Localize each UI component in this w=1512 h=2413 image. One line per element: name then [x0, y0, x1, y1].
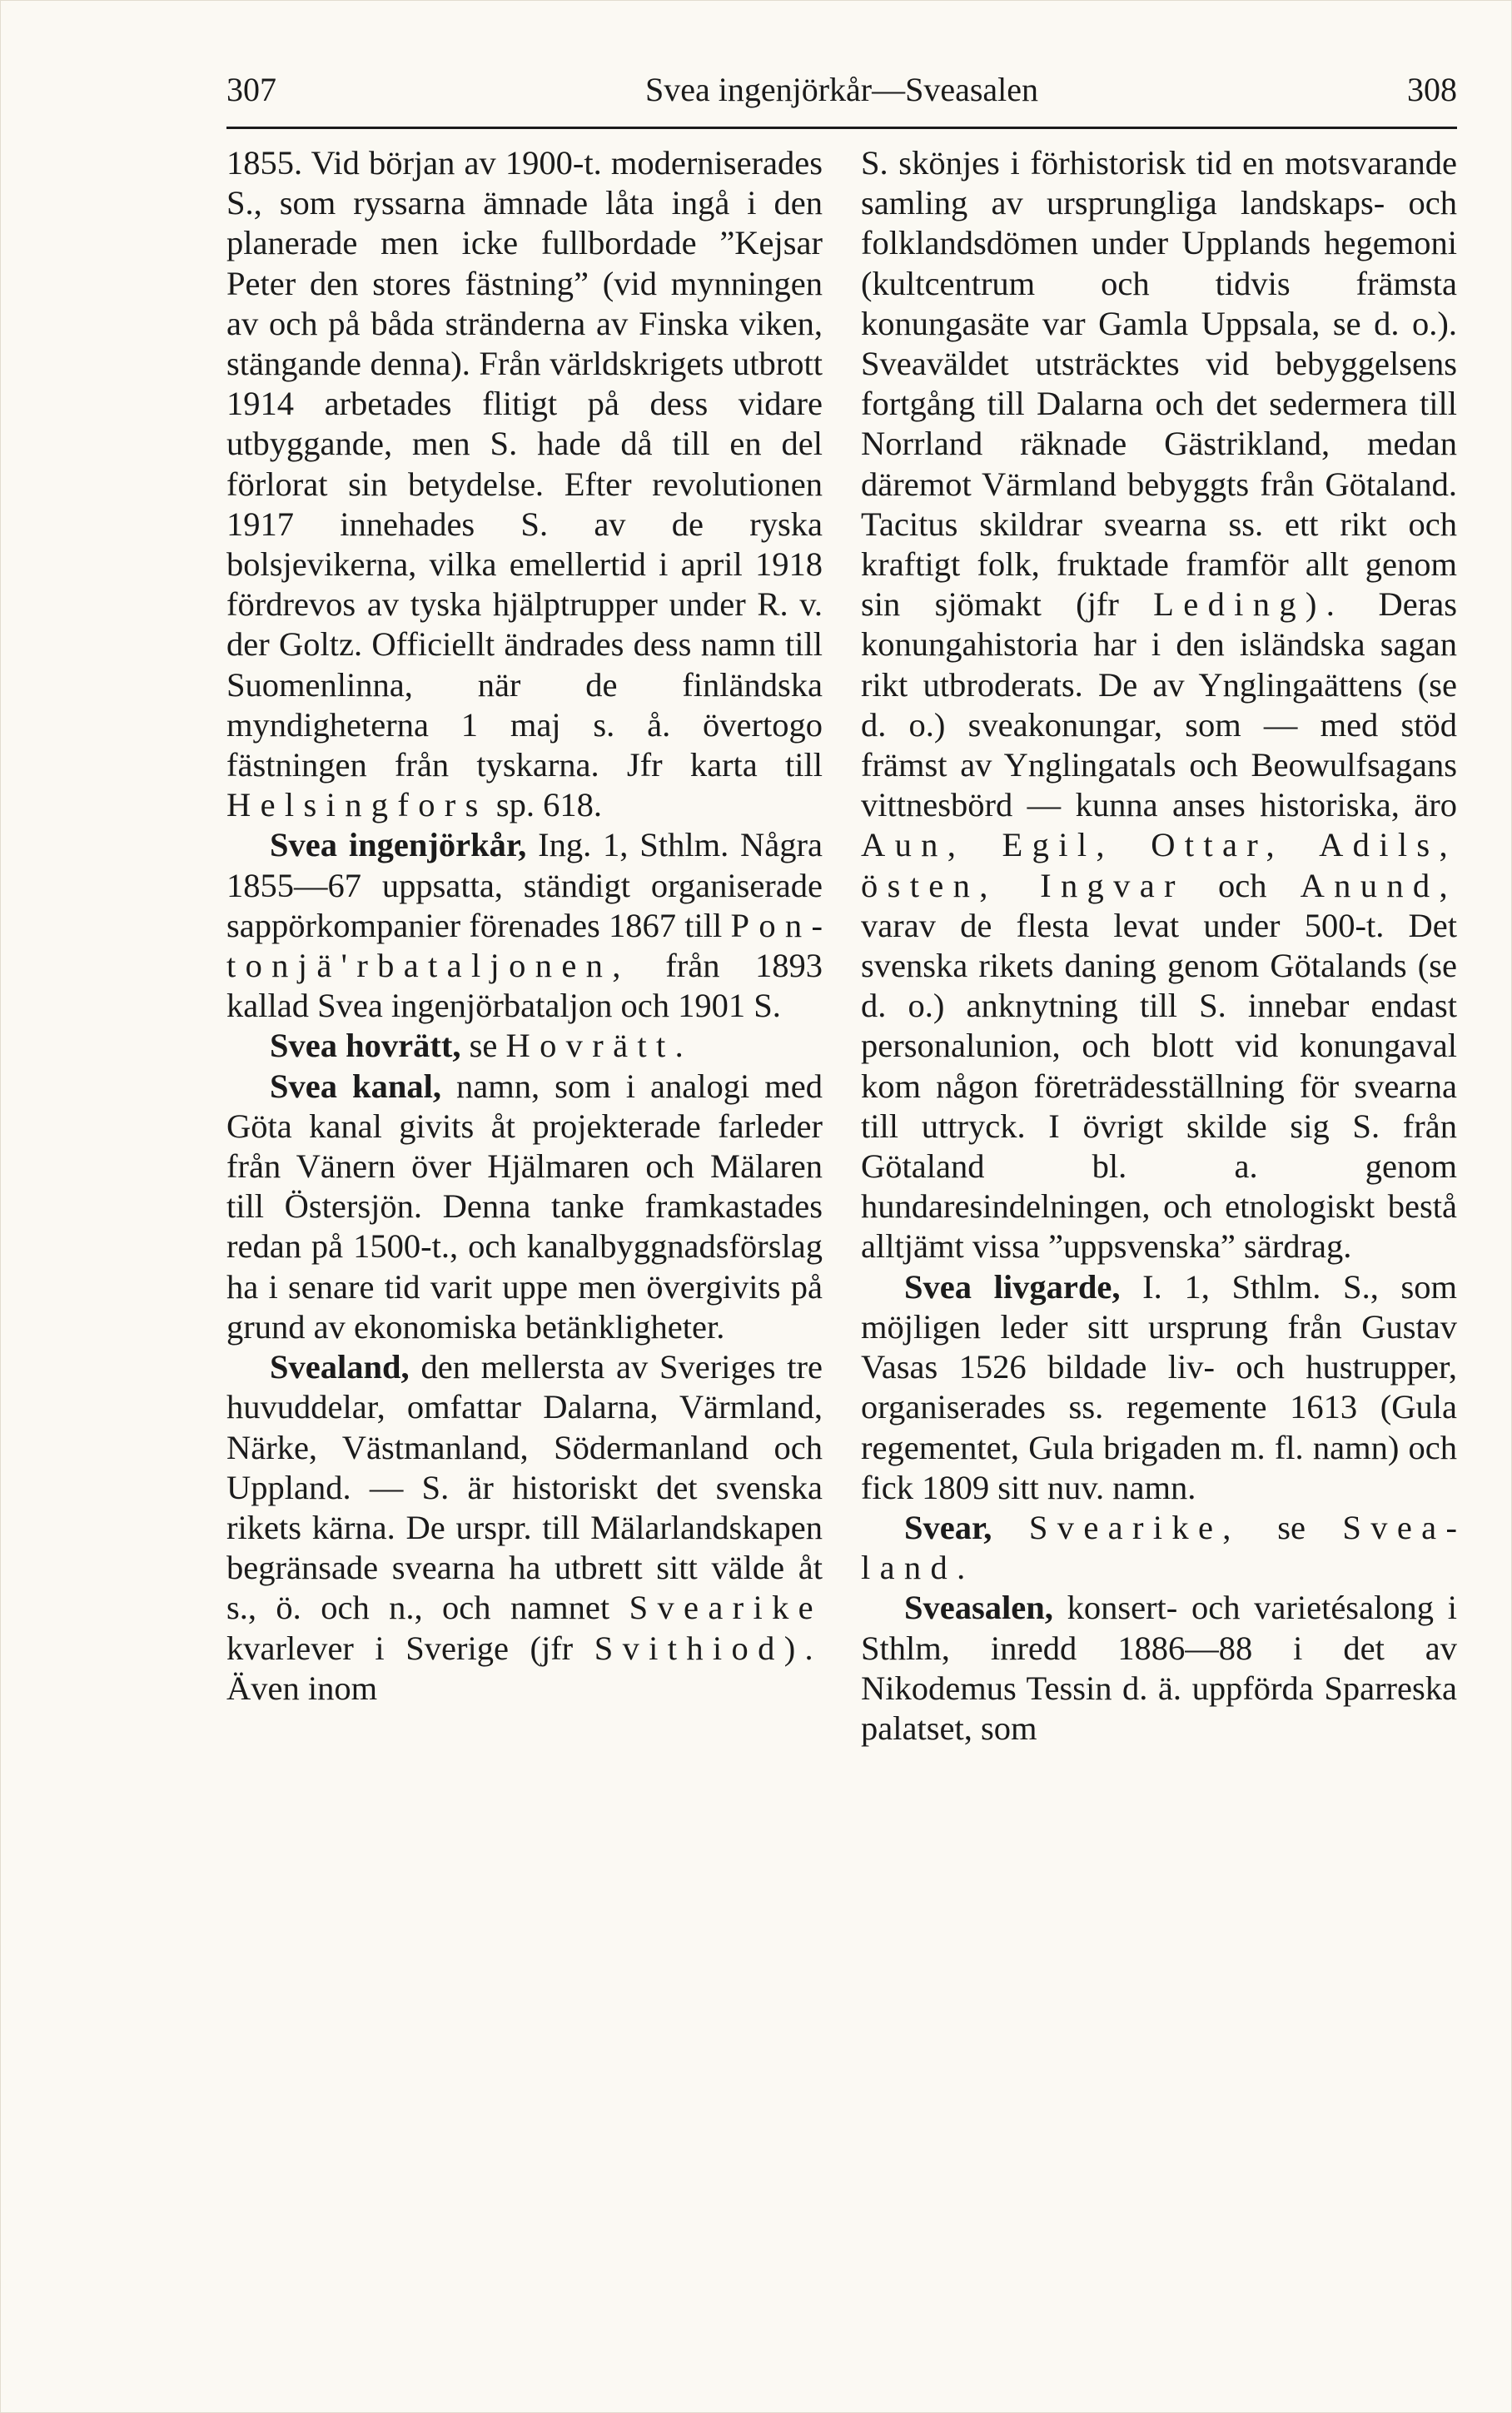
body-text: från 1893 kallad Svea ingenjörbataljon och 1901 S. — [226, 947, 823, 1025]
body-text: 1855. Vid början av 1900-t. moderniserades S., som ryssarna ämnade låta ingå i den planerade men icke fullbordade ”Kejsar Peter den stores fästning” (vid mynningen av och på båda stränderna av Finska viken, stängande denna). Från världskrigets utbrott 1914 arbetades flitigt på dess vidare utbyggande, men S. hade då till en del förlorat sin betydelse. Efter revolutionen 1917 innehades S. av de ryska bolsjevikerna, vilka emellertid i april 1918 fördrevos av tyska hjälptrupper under R. v. der Goltz. Officiellt ändrades dess namn till Suomenlinna, när de finländska myndigheterna 1 maj s. å. övertogo fästningen från tyskarna. Jfr karta till — [226, 144, 823, 784]
headword: Sveasalen, — [904, 1589, 1053, 1627]
body-text: kvarlever i Sverige (jfr — [226, 1629, 594, 1667]
paragraph-p4 — [226, 1067, 823, 1347]
paragraph-p2 — [226, 825, 823, 1026]
cross-reference: Anund, — [1300, 866, 1457, 904]
headword: Svea ingenjörkår, — [270, 826, 527, 864]
paragraph-p8 — [861, 1508, 1457, 1588]
cross-reference: Svealand. — [861, 1508, 1457, 1587]
cross-reference: Svearike, — [1028, 1508, 1241, 1546]
headword: Svealand, — [270, 1348, 410, 1386]
body-text: S. skönjes i förhistorisk tid en motsvarande samling av ursprungliga landskaps- och folklandsdömen under Upplands hegemoni (kultcentrum och tidvis främsta konungasäte var Gamla Uppsala, se d. o.). Sveaväldet utsträcktes vid bebyggelsens fortgång till Dalarna och det sedermera till Norrland räknade Gästrikland, medan däremot Värmland bebyggts från Götaland. Tacitus skildrar svearna ss. ett rikt och kraftigt folk, fruktade framför allt genom sin sjömakt (jfr — [861, 144, 1457, 624]
page-number-right: 308 — [1407, 71, 1457, 108]
paragraph-p3 — [226, 1026, 823, 1066]
paragraph-p9 — [861, 1588, 1457, 1749]
right-column — [861, 143, 1457, 1749]
headword: Svea livgarde, — [904, 1267, 1121, 1306]
cross-reference: Svithiod). — [594, 1629, 823, 1667]
body-text: namn, som i analogi med Göta kanal givits åt projekterade farleder från Vänern över Hjälmaren och Mälaren till Östersjön. Denna tanke framkastades redan på 1500-t., och kanalbyggnadsförslag ha i senare tid varit uppe men övergivits på grund av ekonomiska betänkligheter. — [226, 1067, 823, 1346]
body-text: konsert- och varietésalong i Sthlm, inredd 1886—88 i det av Nikodemus Tessin d. ä. uppförda Sparreska palatset, som — [861, 1589, 1457, 1747]
body-text: se — [1240, 1508, 1343, 1546]
body-text: sp. 618. — [487, 786, 602, 824]
running-title: Svea ingenjörkår—Sveasalen — [644, 71, 1039, 108]
paragraph-p6 — [861, 143, 1457, 1267]
body-text: se — [460, 1027, 506, 1065]
headword: Svear, — [904, 1508, 992, 1546]
cross-reference: Svearike — [629, 1589, 823, 1627]
body-text: och — [1184, 866, 1301, 904]
left-column — [226, 143, 823, 1709]
cross-reference: Pontonjä'rbataljonen, — [226, 906, 823, 985]
body-text: Även inom — [226, 1669, 378, 1707]
body-text — [992, 1509, 1028, 1546]
body-text: den mellersta av Sveriges tre huvuddelar, omfattar Dalarna, Värmland, Närke, Västmanland, Södermanland och Uppland. — S. är historiskt det svenska rikets kärna. De urspr. till Mälarlandskapen begränsade svearna ha utbrett sitt välde åt s., ö. och n., och namnet — [226, 1348, 823, 1627]
body-text: varav de flesta levat under 500-t. Det svenska rikets daning genom Götalands (se d. o.) anknytning till S. innebar endast personalunion, och blott vid konungaval kom någon företrädesställning för svearna till uttryck. I övrigt skilde sig S. från Götaland bl. a. genom hundaresindelningen, och etnologiskt bestå alltjämt vissa ”uppsvenska” särdrag. — [861, 906, 1457, 1266]
page-number-left: 307 — [226, 71, 276, 108]
cross-reference: Helsingfors — [226, 786, 488, 824]
body-text: Deras konungahistoria har i den isländska sagan rikt utbroderats. De av Ynglingaättens (se d. o.) sveakonungar, som — med stöd främst av Ynglingatals och Beowulfsagans vittnesbörd — kunna anses historiska, äro — [861, 585, 1457, 824]
headword: Svea kanal, — [270, 1067, 441, 1105]
header-rule — [226, 127, 1457, 129]
body-text: I. 1, Sthlm. S., som möjligen leder sitt ursprung från Gustav Vasas 1526 bildade liv- och hustrupper, organiserades ss. regemente 1613 (Gula regementet, Gula brigaden m. fl. namn) och fick 1809 sitt nuv. namn. — [861, 1267, 1457, 1506]
cross-reference: Leding). — [1153, 585, 1345, 624]
body-text: Ing. 1, Sthlm. Några 1855—67 uppsatta, ständigt organiserade sappörkompanier förenades 1867 till — [226, 826, 823, 944]
running-header — [226, 65, 1457, 115]
cross-reference: Hovrätt. — [505, 1027, 694, 1065]
paragraph-p7 — [861, 1267, 1457, 1508]
cross-reference: Aun, Egil, Ottar, Adils, östen, Ingvar — [861, 826, 1457, 904]
paragraph-p1 — [226, 143, 823, 825]
headword: Svea hovrätt, — [270, 1027, 461, 1065]
paragraph-p5 — [226, 1347, 823, 1709]
